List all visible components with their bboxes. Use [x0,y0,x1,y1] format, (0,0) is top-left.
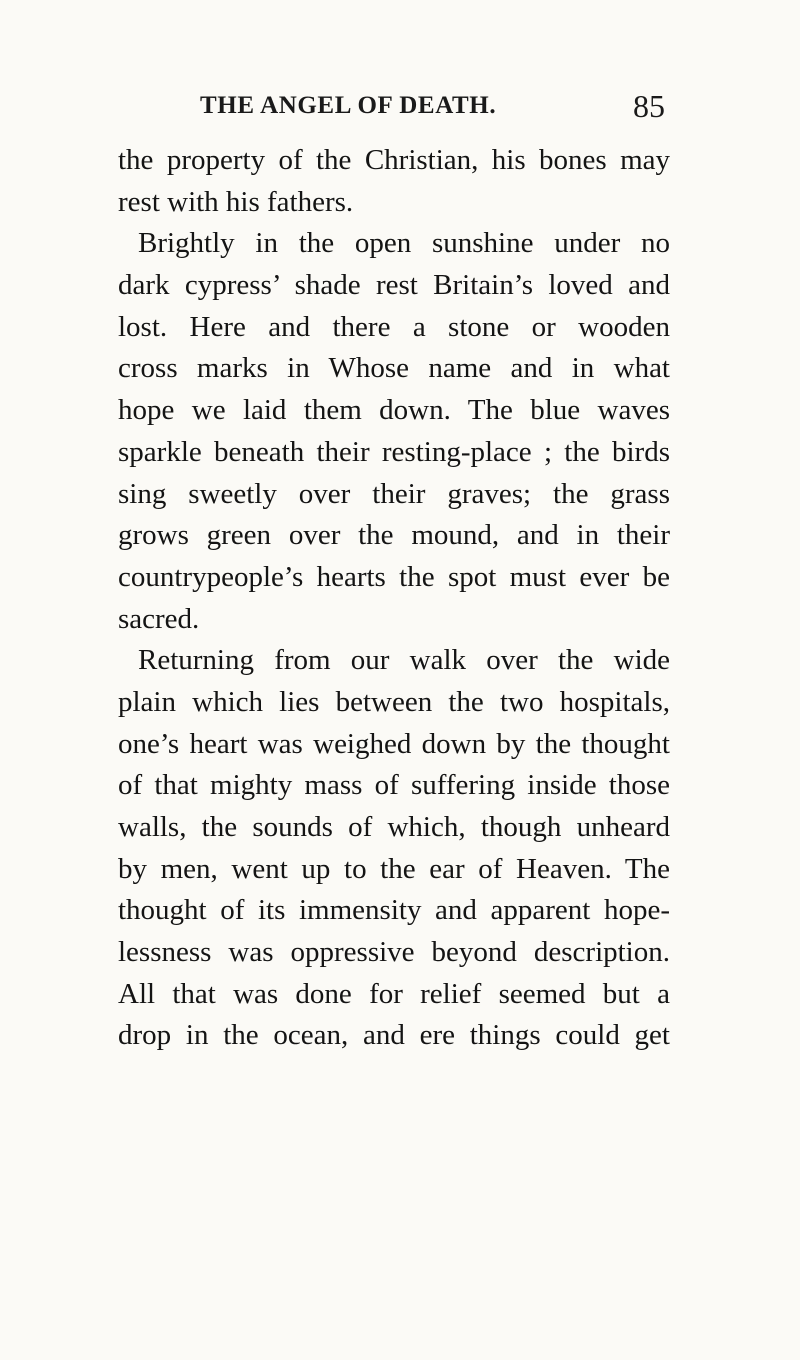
text-line: one’s heart was weighed down by the thought [118,727,670,760]
text-line: Brightly in the open sunshine under no [138,227,670,260]
body-text [118,140,670,1057]
text-line: drop in the ocean, and ere things could get [118,1019,670,1052]
text-line: rest with his fathers. [118,185,354,218]
text-line: countrypeople’s hearts the spot must ever be [118,560,670,593]
text-line: lost. Here and there a stone or wooden [118,310,670,343]
text-line: sing sweetly over their graves; the grass [118,477,670,510]
text-line: Returning from our walk over the wide [138,644,670,677]
text-line: All that was done for relief seemed but a [118,977,670,1010]
text-line: grows green over the mound, and in their [118,519,670,552]
text-line: sparkle beneath their resting-place ; the birds [118,435,670,468]
page-number: 85 [633,88,665,124]
text-line: plain which lies between the two hospitals, [118,685,670,718]
text-line: hope we laid them down. The blue waves [118,394,670,427]
text-line: dark cypress’ shade rest Britain’s loved and [118,269,670,302]
running-title: THE ANGEL OF DEATH. [200,92,497,119]
text-line: by men, went up to the ear of Heaven. The [118,852,670,885]
text-line: of that mighty mass of suffering inside those [118,769,670,802]
text-line: sacred. [118,602,200,635]
text-line: the property of the Christian, his bones may [118,144,670,176]
text-line: cross marks in Whose name and in what [118,352,670,385]
text-line: lessness was oppressive beyond description. [118,936,670,969]
text-line: walls, the sounds of which, though unheard [118,811,670,843]
running-head [200,88,665,128]
text-line: thought of its immensity and apparent hope- [118,894,670,927]
